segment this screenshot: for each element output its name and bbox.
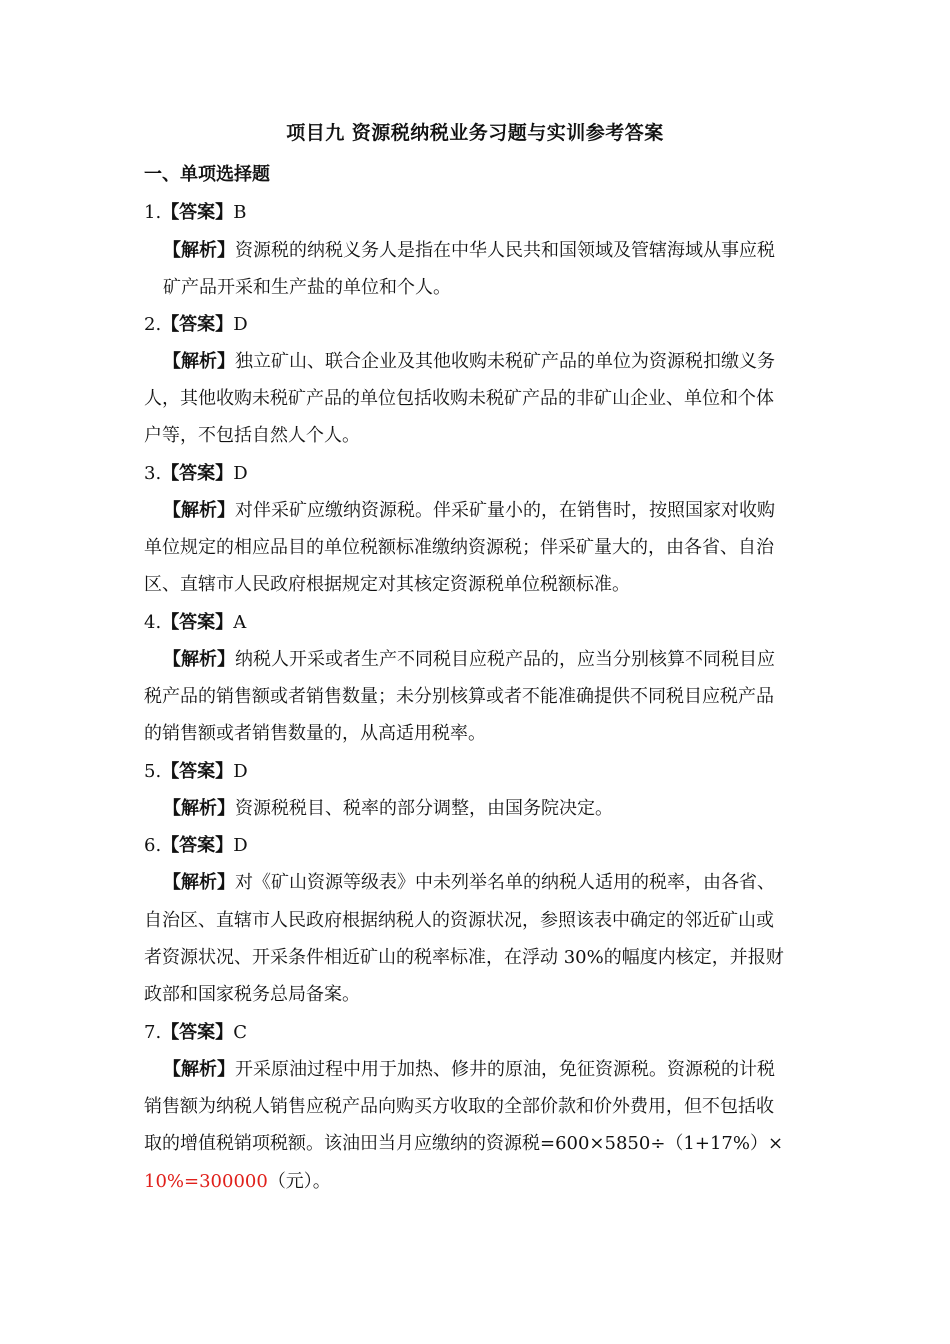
- answer-line-3: 3.【答案】D: [144, 463, 248, 484]
- analysis-line: 税产品的销售额或者销售数量；未分别核算或者不能准确提供不同税目应税产品: [144, 686, 774, 707]
- analysis-line: 区、直辖市人民政府根据规定对其核定资源税单位税额标准。: [144, 574, 630, 595]
- highlighted-result: 10%=300000: [144, 1171, 268, 1192]
- analysis-line: 销售额为纳税人销售应税产品向购买方收取的全部价款和价外费用，但不包括收: [144, 1096, 774, 1117]
- analysis-line: 人，其他收购未税矿产品的单位包括收购未税矿产品的非矿山企业、单位和个体: [144, 388, 774, 409]
- answer-line-7: 7.【答案】C: [144, 1022, 247, 1043]
- analysis-line: 10%=300000（元）。: [144, 1171, 331, 1192]
- answer-line-6: 6.【答案】D: [144, 835, 248, 856]
- analysis-line: 【解析】开采原油过程中用于加热、修井的原油，免征资源税。资源税的计税: [163, 1059, 775, 1080]
- analysis-line: 自治区、直辖市人民政府根据纳税人的资源状况，参照该表中确定的邻近矿山或: [144, 910, 774, 931]
- analysis-line: 户等，不包括自然人个人。: [144, 425, 360, 446]
- answer-line-5: 5.【答案】D: [144, 761, 248, 782]
- answer-line-4: 4.【答案】A: [144, 612, 247, 633]
- analysis-line: 【解析】独立矿山、联合企业及其他收购未税矿产品的单位为资源税扣缴义务: [163, 351, 775, 372]
- analysis-line: 【解析】对《矿山资源等级表》中未列举名单的纳税人适用的税率，由各省、: [163, 872, 775, 893]
- analysis-line: 的销售额或者销售数量的，从高适用税率。: [144, 723, 486, 744]
- analysis-line: 矿产品开采和生产盐的单位和个人。: [163, 277, 451, 298]
- analysis-line: 【解析】纳税人开采或者生产不同税目应税产品的，应当分别核算不同税目应: [163, 649, 775, 670]
- analysis-line: 【解析】资源税税目、税率的部分调整，由国务院决定。: [163, 798, 613, 819]
- analysis-line: 政部和国家税务总局备案。: [144, 984, 360, 1005]
- analysis-line: 单位规定的相应品目的单位税额标准缴纳资源税；伴采矿量大的，由各省、自治: [144, 537, 774, 558]
- page-title: 项目九 资源税纳税业务习题与实训参考答案: [286, 122, 664, 144]
- section-heading: 一、单项选择题: [144, 164, 270, 185]
- analysis-line: 者资源状况、开采条件相近矿山的税率标准，在浮动 30%的幅度内核定，并报财: [144, 947, 784, 968]
- analysis-line: 取的增值税销项税额。该油田当月应缴纳的资源税=600×5850÷（1+17%）×: [144, 1133, 784, 1154]
- answer-line-2: 2.【答案】D: [144, 314, 248, 335]
- analysis-line: 【解析】资源税的纳税义务人是指在中华人民共和国领域及管辖海域从事应税: [163, 240, 775, 261]
- analysis-line: 【解析】对伴采矿应缴纳资源税。伴采矿量小的，在销售时，按照国家对收购: [163, 500, 775, 521]
- answer-line-1: 1.【答案】B: [144, 202, 247, 223]
